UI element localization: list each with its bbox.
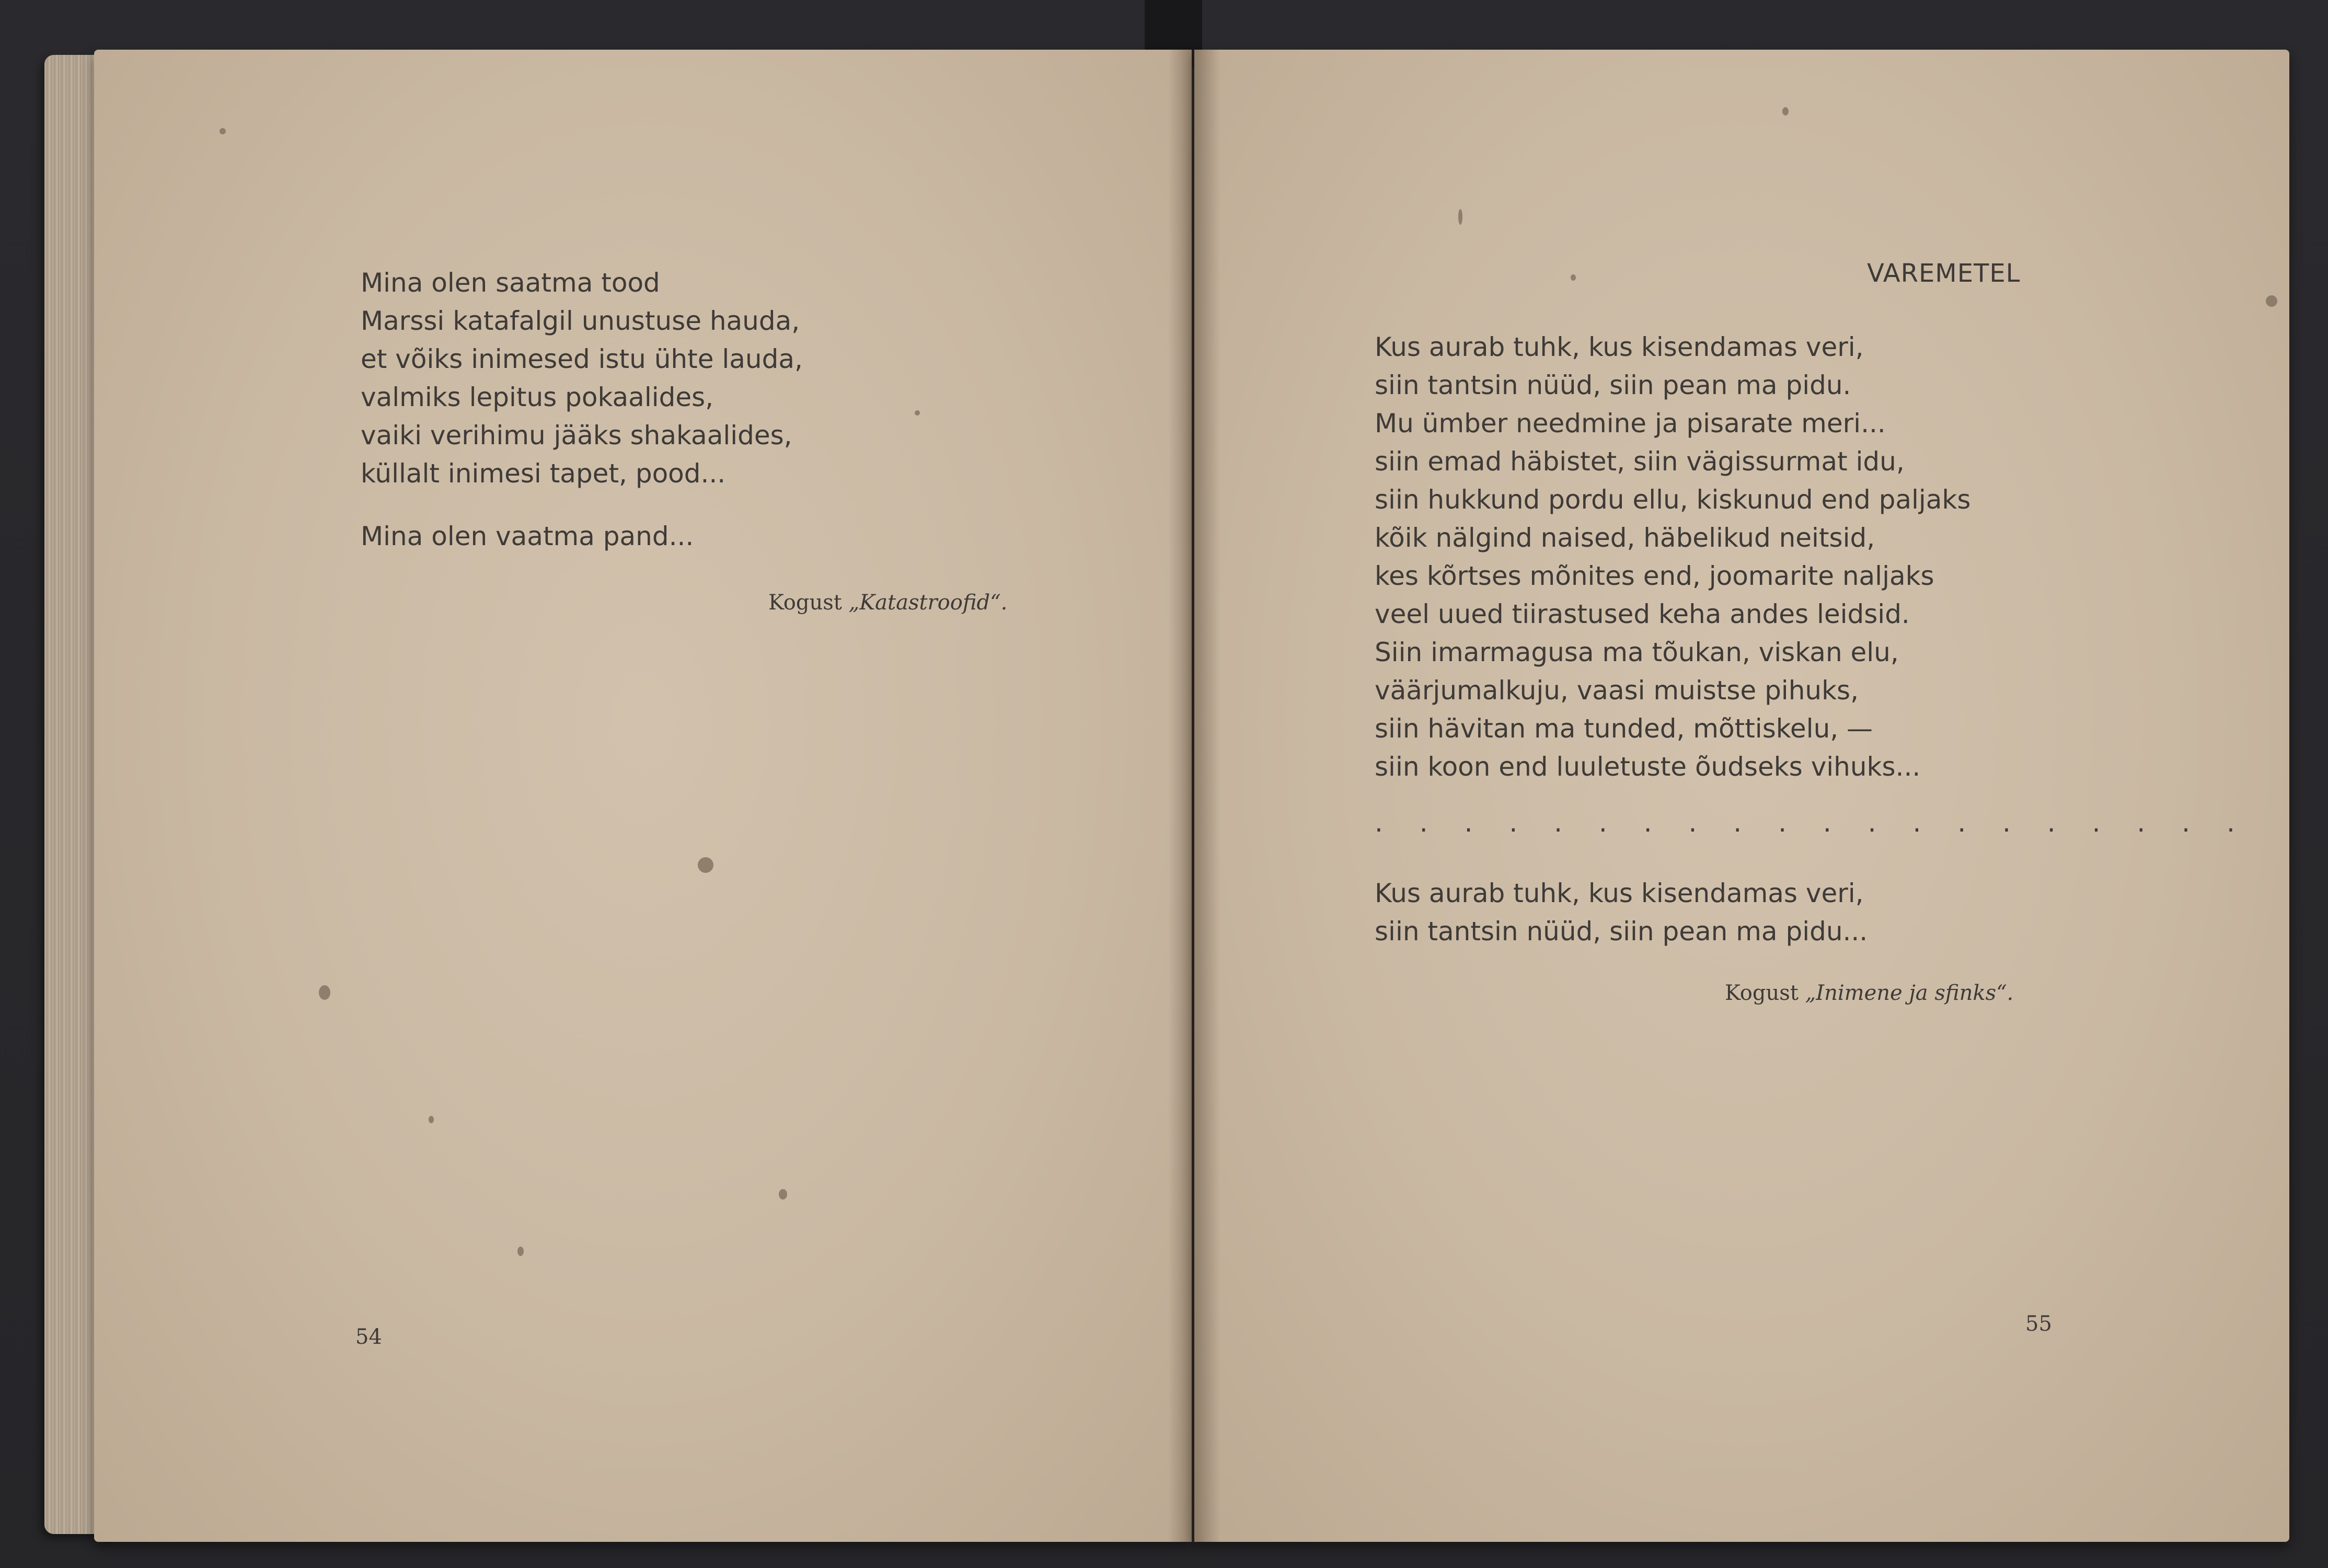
poem-line: et võiks inimesed istu ühte lauda, <box>361 344 803 374</box>
right-page-number: 55 <box>2025 1312 2052 1336</box>
left-poem-stanza-2 <box>361 517 694 556</box>
poem-line: valmiks lepitus pokaalides, <box>361 382 714 412</box>
left-source-note <box>768 591 1007 615</box>
poem-line: Siin imarmagusa ma tõukan, viskan elu, <box>1375 637 1899 667</box>
poem-line: siin hukkund pordu ellu, kiskunud end paljaks <box>1375 485 1971 515</box>
poem-line: veel uued tiirastused keha andes leidsid. <box>1375 599 1910 629</box>
paper-speck <box>779 1189 787 1200</box>
poem-line: väärjumalkuju, vaasi muistse pihuks, <box>1375 675 1859 706</box>
source-title: „Katastroofid“. <box>848 591 1008 615</box>
paper-speck <box>319 985 330 1000</box>
poem-line: Mina olen vaatma pand... <box>361 521 694 551</box>
poem-line: Marssi katafalgil unustuse hauda, <box>361 306 800 336</box>
source-prefix: Kogust <box>1725 981 1805 1005</box>
paper-speck <box>220 128 226 134</box>
poem-line: kõik nälgind naised, häbelikud neitsid, <box>1375 523 1875 553</box>
poem-line: Mina olen saatma tood <box>361 268 660 298</box>
poem-line: siin hävitan ma tunded, mõttiskelu, — <box>1375 713 1873 744</box>
paper-speck <box>915 410 920 416</box>
poem-line: küllalt inimesi tapet, pood... <box>361 458 726 489</box>
paper-speck <box>517 1247 524 1256</box>
poem-line: siin koon end luuletuste õudseks vihuks... <box>1375 752 1921 782</box>
poem-line: siin emad häbistet, siin vägissurmat idu, <box>1375 446 1905 477</box>
poem-title: VAREMETEL <box>1867 259 2021 288</box>
paper-speck <box>2266 295 2277 307</box>
paper-speck <box>1782 107 1789 116</box>
poem-line: siin tantsin nüüd, siin pean ma pidu. <box>1375 370 1851 400</box>
right-source-note <box>1725 981 2013 1005</box>
left-page-number: 54 <box>355 1325 382 1349</box>
paper-speck <box>1458 209 1462 225</box>
source-prefix: Kogust <box>768 591 849 615</box>
section-dots: . . . . . . . . . . . . . . . . . . . . <box>1375 808 2249 838</box>
left-poem-stanza-1 <box>361 264 803 493</box>
poem-line: vaiki verihimu jääks shakaalides, <box>361 420 792 451</box>
right-page <box>1194 50 2289 1542</box>
poem-line: Mu ümber needmine ja pisarate meri... <box>1375 408 1886 439</box>
paper-speck <box>429 1116 434 1123</box>
book-gutter <box>1168 50 1220 1542</box>
poem-line: siin tantsin nüüd, siin pean ma pidu... <box>1375 916 1868 947</box>
right-poem-stanza-2 <box>1375 874 1868 951</box>
paper-speck <box>698 857 713 873</box>
poem-line: Kus aurab tuhk, kus kisendamas veri, <box>1375 332 1864 362</box>
paper-speck <box>1571 274 1576 281</box>
poem-line: kes kõrtses mõnites end, joomarite naljaks <box>1375 561 1934 591</box>
poem-line: Kus aurab tuhk, kus kisendamas veri, <box>1375 878 1864 908</box>
right-poem-stanza-1 <box>1375 328 1970 786</box>
source-title: „Inimene ja sfinks“. <box>1805 981 2014 1005</box>
